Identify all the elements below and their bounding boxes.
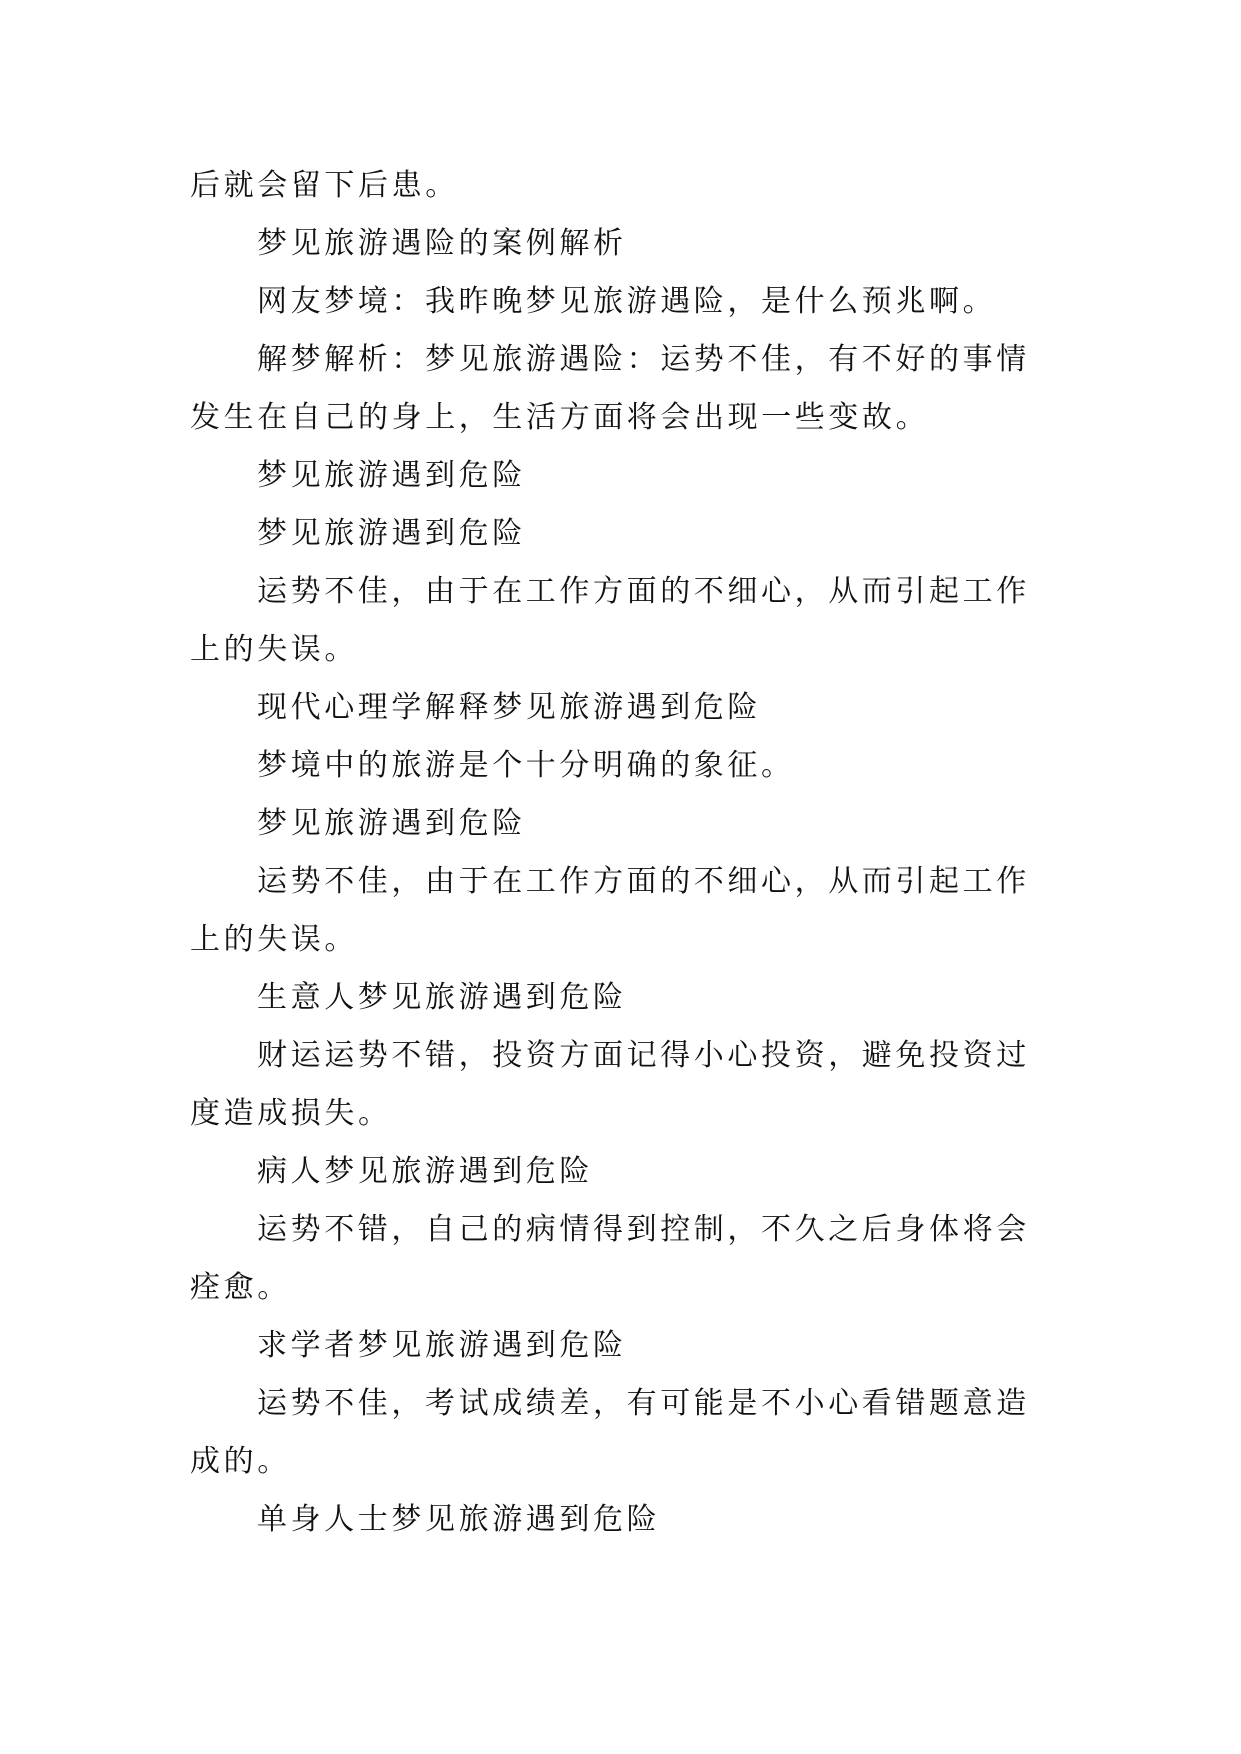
paragraph: 后就会留下后患。 <box>190 168 459 203</box>
heading: 梦见旅游遇到危险 <box>257 516 526 551</box>
paragraph: 网友梦境：我昨晚梦见旅游遇险，是什么预兆啊。 <box>257 284 997 319</box>
heading: 梦见旅游遇到危险 <box>257 458 526 493</box>
heading: 梦见旅游遇到危险 <box>257 806 526 841</box>
paragraph: 运势不佳，由于在工作方面的不细心，从而引起工作上的失误。 <box>190 864 1030 957</box>
heading: 单身人士梦见旅游遇到危险 <box>257 1502 661 1537</box>
paragraph: 运势不错，自己的病情得到控制，不久之后身体将会痊愈。 <box>190 1212 1030 1305</box>
paragraph: 解梦解析：梦见旅游遇险：运势不佳，有不好的事情发生在自己的身上，生活方面将会出现一些变故。 <box>190 342 1030 435</box>
paragraph: 梦境中的旅游是个十分明确的象征。 <box>257 748 795 783</box>
paragraph: 运势不佳，考试成绩差，有可能是不小心看错题意造成的。 <box>190 1386 1030 1479</box>
paragraph: 财运运势不错，投资方面记得小心投资，避免投资过度造成损失。 <box>190 1038 1030 1131</box>
heading: 生意人梦见旅游遇到危险 <box>257 980 627 1015</box>
paragraph: 运势不佳，由于在工作方面的不细心，从而引起工作上的失误。 <box>190 574 1030 667</box>
heading: 求学者梦见旅游遇到危险 <box>257 1328 627 1363</box>
document-body <box>190 157 1050 1549</box>
heading: 现代心理学解释梦见旅游遇到危险 <box>257 690 761 725</box>
heading: 病人梦见旅游遇到危险 <box>257 1154 593 1189</box>
heading-case-analysis: 梦见旅游遇险的案例解析 <box>257 226 627 261</box>
